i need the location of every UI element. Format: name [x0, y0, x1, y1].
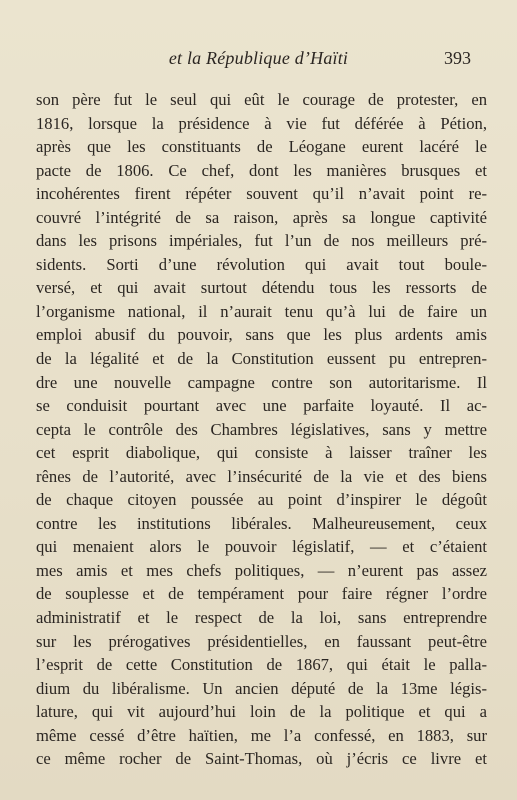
text-line: contre les institutions libérales. Malheureusement, ceux — [36, 513, 487, 533]
text-line: cepta le contrôle des Chambres législatives, sans y mettre — [36, 419, 487, 439]
text-line: de chaque citoyen poussée au point d’inspirer le dégoût — [36, 490, 487, 510]
text-line: pacte de 1806. Ce chef, dont les manières brusques et — [36, 160, 487, 180]
text-line: son père fut le seul qui eût le courage de protester, en — [36, 90, 487, 109]
text-line: dans les prisons impériales, fut l’un de nos meilleurs pré- — [36, 231, 487, 251]
text-line: ce même rocher de Saint-Thomas, où j’écris ce livre et — [36, 749, 487, 769]
text-line: versé, et qui avait surtout détendu tous les ressorts de — [36, 278, 487, 298]
running-head — [0, 48, 517, 70]
text-line: l’organisme national, il n’aurait tenu qu’à lui de faire un — [36, 301, 487, 321]
text-line: lature, qui vit aujourd’hui loin de la politique et qui a — [36, 702, 487, 722]
text-line: 1816, lorsque la présidence à vie fut déférée à Pétion, — [36, 113, 487, 133]
text-line: cet esprit diabolique, qui consiste à laisser traîner les — [36, 443, 487, 463]
text-line: sidents. Sorti d’une révolution qui avait tout boule- — [36, 254, 487, 274]
text-line: de souplesse et de tempérament pour faire régner l’ordre — [36, 584, 487, 604]
text-line: couvré l’intégrité de sa raison, après sa longue captivité — [36, 207, 487, 227]
text-line: dium du libéralisme. Un ancien député de la 13me légis- — [36, 678, 487, 698]
text-line: emploi abusif du pouvoir, sans que les plus ardents amis — [36, 325, 487, 345]
text-line: administratif et le respect de la loi, sans entreprendre — [36, 608, 487, 628]
text-line: sur les prérogatives présidentielles, en faussant peut-être — [36, 631, 487, 651]
text-line: même cessé d’être haïtien, me l’a confessé, en 1883, sur — [36, 725, 487, 745]
text-line: rênes de l’autorité, avec l’insécurité de la vie et des biens — [36, 466, 487, 486]
page-number: 393 — [444, 48, 471, 68]
text-line: incohérentes firent répéter souvent qu’il n’avait point re- — [36, 184, 487, 204]
text-line: l’esprit de cette Constitution de 1867, qui était le palla- — [36, 655, 487, 675]
running-title: et la République d’Haïti — [168, 48, 349, 68]
text-line: de la légalité et de la Constitution eussent pu entrepren- — [36, 349, 487, 369]
body-text — [36, 88, 487, 771]
text-line: qui menaient alors le pouvoir législatif, — et c’étaient — [36, 537, 487, 557]
text-line: mes amis et mes chefs politiques, — n’eurent pas assez — [36, 560, 487, 580]
text-line: se conduisit pourtant avec une parfaite loyauté. Il ac- — [36, 396, 487, 416]
text-line: dre une nouvelle campagne contre son autoritarisme. Il — [36, 372, 487, 392]
text-line: après que les constituants de Léogane eurent lacéré le — [36, 137, 487, 157]
